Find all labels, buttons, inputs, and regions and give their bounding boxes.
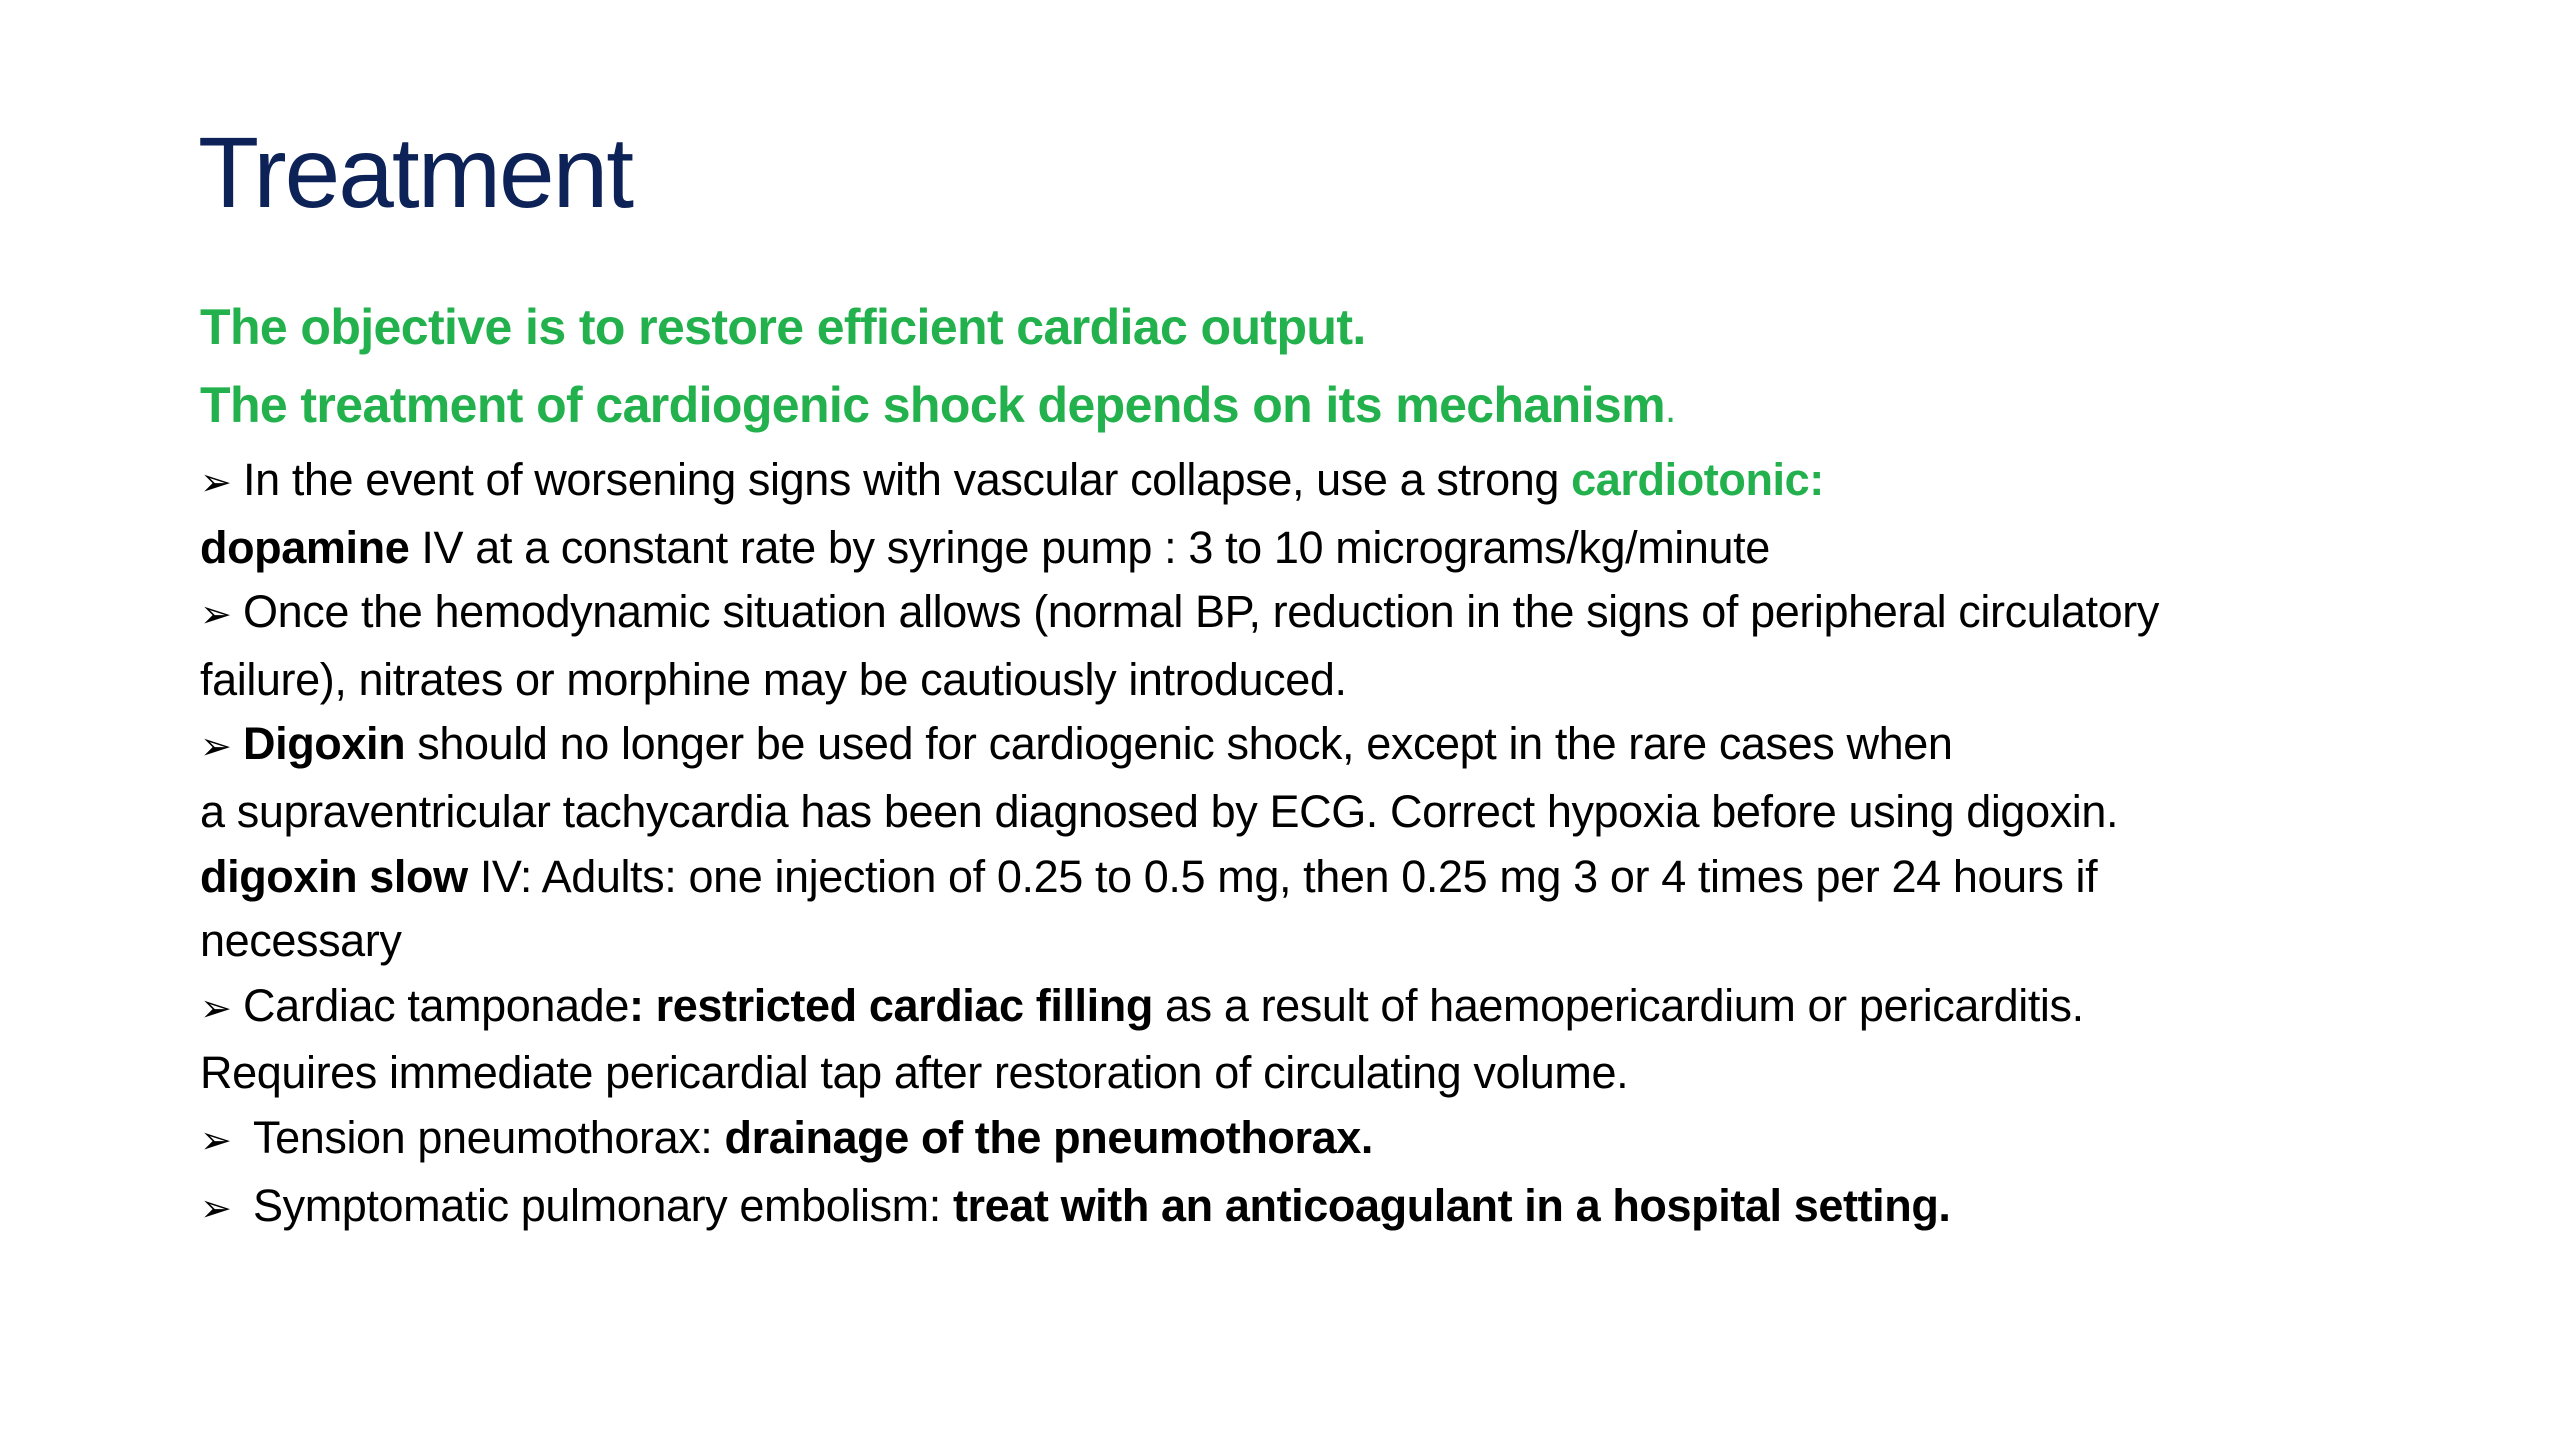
digoxin-drug: Digoxin bbox=[243, 718, 406, 770]
arrow-bullet-icon: ➢ bbox=[200, 726, 232, 769]
arrow-bullet-icon: ➢ bbox=[200, 462, 232, 504]
nitrates-line2: failure), nitrates or morphine may be cautiously introduced. bbox=[200, 653, 1347, 705]
digoxin-line1: should no longer be used for cardiogenic shock, except in the rare cases when bbox=[405, 718, 1953, 770]
dopamine-dose: IV at a constant rate by syringe pump : 3 to 10 micrograms/kg/minute bbox=[409, 521, 1770, 573]
arrow-bullet-icon: ➢ bbox=[200, 987, 232, 1030]
cardiotonic-highlight: cardiotonic: bbox=[1571, 454, 1824, 505]
embolism-bold: treat with an anticoagulant in a hospital setting. bbox=[952, 1179, 1951, 1231]
slide-content bbox=[200, 288, 2440, 1241]
tamponade-rest: as a result of haemopericardium or pericarditis. bbox=[1152, 979, 2084, 1031]
nitrates-bullet bbox=[200, 580, 2440, 648]
tamponade-label: Cardiac tamponade bbox=[243, 979, 629, 1031]
mechanism-text: The treatment of cardiogenic shock depends on its mechanism bbox=[200, 377, 1665, 433]
arrow-bullet-icon: ➢ bbox=[200, 1119, 232, 1162]
digoxin-bullet bbox=[200, 712, 2440, 780]
digoxin-slow-end: necessary bbox=[200, 915, 402, 967]
digoxin-slow-line bbox=[200, 845, 2440, 910]
cardiotonic-text: In the event of worsening signs with vascular collapse, use a strong bbox=[243, 454, 1572, 505]
nitrates-line1: Once the hemodynamic situation allows (normal BP, reduction in the signs of peripheral circulatory bbox=[243, 586, 2159, 638]
digoxin-line2: a supraventricular tachycardia has been diagnosed by ECG. Correct hypoxia before using digoxin. bbox=[200, 785, 2119, 837]
dopamine-drug: dopamine bbox=[200, 521, 410, 573]
arrow-bullet-icon: ➢ bbox=[200, 1187, 232, 1230]
tamponade-bold: : restricted cardiac filling bbox=[628, 979, 1153, 1031]
embolism-bullet bbox=[200, 1174, 2440, 1242]
pneumothorax-bold: drainage of the pneumothorax. bbox=[724, 1111, 1373, 1163]
arrow-bullet-icon: ➢ bbox=[200, 594, 232, 637]
tamponade-bullet bbox=[200, 974, 2440, 1042]
dopamine-line bbox=[200, 516, 2440, 581]
cardiotonic-bullet bbox=[200, 448, 2440, 516]
pneumothorax-bullet bbox=[200, 1106, 2440, 1174]
embolism-label: Symptomatic pulmonary embolism: bbox=[253, 1179, 953, 1231]
objective-text: The objective is to restore efficient cardiac output. bbox=[200, 299, 1366, 355]
pneumothorax-label: Tension pneumothorax: bbox=[253, 1111, 725, 1163]
objective-subhead bbox=[200, 288, 2440, 366]
mechanism-subhead bbox=[200, 366, 2440, 448]
mechanism-period: . bbox=[1664, 387, 1676, 431]
slide-title: Treatment bbox=[198, 117, 633, 229]
tamponade-line2: Requires immediate pericardial tap after restoration of circulating volume. bbox=[200, 1047, 1629, 1099]
digoxin-slow-dose: IV: Adults: one injection of 0.25 to 0.5 mg, then 0.25 mg 3 or 4 times per 24 hours if bbox=[467, 850, 2098, 902]
digoxin-slow-drug: digoxin slow bbox=[200, 850, 468, 902]
